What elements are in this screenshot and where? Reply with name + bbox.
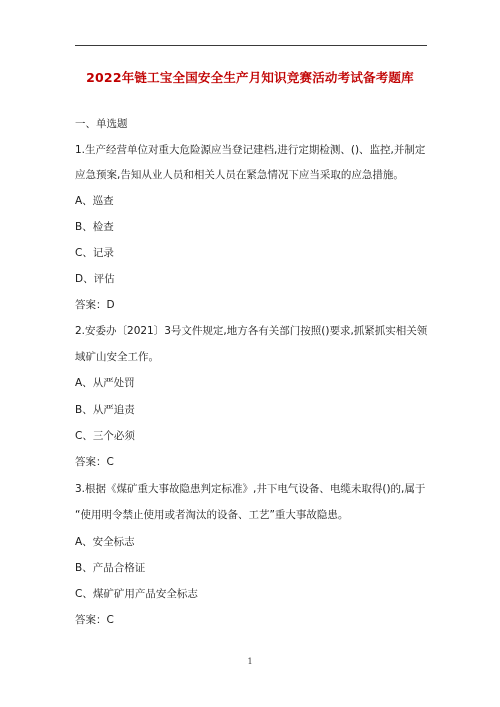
answer: 答案：C [75, 456, 114, 468]
page-number: 1 [247, 657, 253, 666]
answer: 答案：D [75, 299, 115, 311]
option-c: C、记录 [75, 247, 114, 259]
question-stem-line: 应急预案,告知从业人员和相关人员在紧急情况下应当采取的应急措施。 [75, 169, 404, 181]
section-heading: 一、单选题 [75, 118, 128, 130]
question-stem-line: 3.根据《煤矿重大事故隐患判定标准》,井下电气设备、电缆未取得()的,属于 [75, 483, 426, 495]
option-a: A、安全标志 [75, 536, 135, 548]
option-c: C、煤矿矿用产品安全标志 [75, 588, 198, 600]
answer: 答案：C [75, 614, 114, 626]
option-b: B、产品合格证 [75, 562, 146, 574]
header-rule [75, 45, 427, 46]
option-c: C、三个必须 [75, 430, 135, 442]
option-b: B、检查 [75, 221, 114, 233]
option-a: A、巡查 [75, 195, 114, 207]
question-stem-line: 域矿山安全工作。 [75, 351, 159, 363]
question-stem-line: 1.生产经营单位对重大危险源应当登记建档,进行定期检测、()、监控,并制定 [75, 144, 426, 156]
option-a: A、从严处罚 [75, 377, 135, 389]
option-b: B、从严追责 [75, 404, 135, 416]
document-title: 2022年链工宝全国安全生产月知识竞赛活动考试备考题库 [86, 70, 414, 85]
question-stem-line: “使用明令禁止使用或者淘汰的设备、工艺”重大事故隐患。 [75, 509, 349, 521]
option-d: D、评估 [75, 273, 115, 285]
question-stem-line: 2.安委办〔2021〕3号文件规定,地方各有关部门按照()要求,抓紧抓实相关领 [75, 325, 428, 337]
